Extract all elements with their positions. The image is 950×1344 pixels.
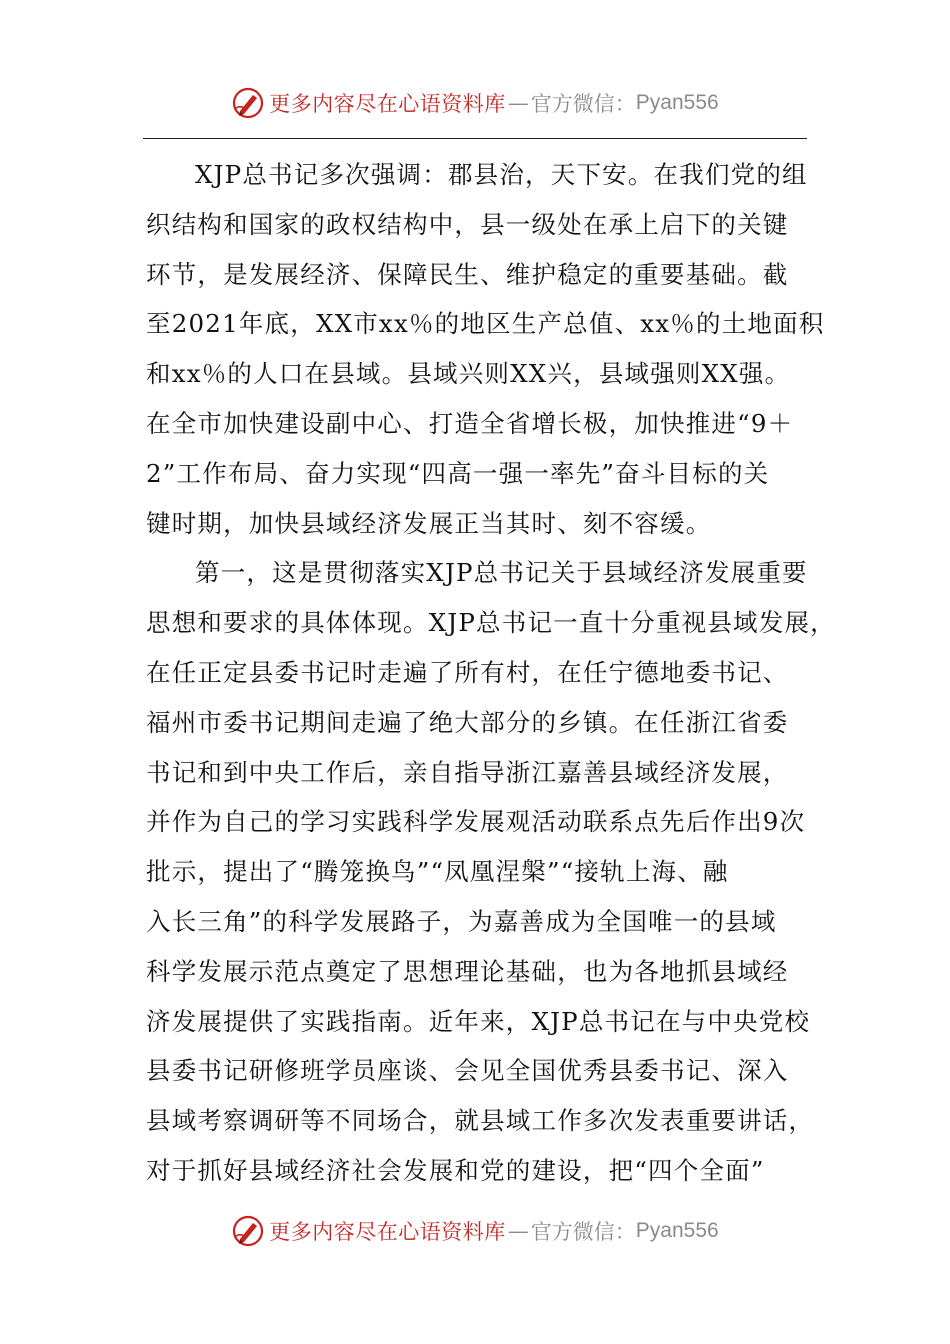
banner-wechat-id: Pyan556 xyxy=(635,1219,719,1242)
banner-dash: — xyxy=(507,91,529,115)
banner-text: 更多内容尽在心语资料库 xyxy=(269,92,506,116)
paragraph-2-line: 第一，这是贯彻落实XJP总书记关于县域经济发展重要 xyxy=(195,558,808,588)
header-rule xyxy=(143,138,807,139)
document-body xyxy=(146,150,836,1196)
paragraph-1-line: 在全市加快建设副中心、打造全省增长极，加快推进“9＋ xyxy=(146,408,794,438)
banner-text: 更多内容尽在心语资料库 xyxy=(269,1220,506,1244)
paragraph-2-line: 思想和要求的具体体现。XJP总书记一直十分重视县域发展， xyxy=(146,608,836,638)
paragraph-2-line: 福州市委书记期间走遍了绝大部分的乡镇。在任浙江省委 xyxy=(146,707,789,737)
footer-banner xyxy=(0,1211,950,1251)
paragraph-1-line: 和xx％的人口在县域。县域兴则XX兴，县域强则XX强。 xyxy=(146,359,791,389)
banner-wechat-id: Pyan556 xyxy=(635,91,719,114)
paragraph-2-line: 在任正定县委书记时走遍了所有村，在任宁德地委书记、 xyxy=(146,657,789,687)
paragraph-2-line: 书记和到中央工作后，亲自指导浙江嘉善县域经济发展， xyxy=(146,757,789,787)
paragraph-2-line: 对于抓好县域经济社会发展和党的建设，把“四个全面” xyxy=(146,1155,765,1185)
paragraph-2-line: 科学发展示范点奠定了思想理论基础，也为各地抓县域经 xyxy=(146,956,789,986)
paragraph-1-line: 2”工作布局、奋力实现“四高一强一率先”奋斗目标的关 xyxy=(146,458,770,488)
paragraph-2-line: 入长三角”的科学发展路子，为嘉善成为全国唯一的县域 xyxy=(146,906,777,936)
paragraph-1-line: 环节，是发展经济、保障民生、维护稳定的重要基础。截 xyxy=(146,259,789,289)
paragraph-1-line: 织结构和国家的政权结构中，县一级处在承上启下的关键 xyxy=(146,209,789,239)
paragraph-2-line: 济发展提供了实践指南。近年来，XJP总书记在与中央党校 xyxy=(146,1006,811,1036)
paragraph-2-line: 县域考察调研等不同场合，就县域工作多次发表重要讲话， xyxy=(146,1106,815,1136)
banner-wechat-label: 官方微信： xyxy=(530,92,636,116)
banner-wechat-label: 官方微信： xyxy=(530,1220,636,1244)
paragraph-2-line: 县委书记研修班学员座谈、会见全国优秀县委书记、深入 xyxy=(146,1056,789,1086)
pen-logo-icon xyxy=(231,86,265,120)
pen-logo-icon xyxy=(231,1214,265,1248)
paragraph-2-line: 批示，提出了“腾笼换鸟”“凤凰涅槃”“接轨上海、融 xyxy=(146,857,729,887)
paragraph-1-line: XJP总书记多次强调：郡县治，天下安。在我们党的组 xyxy=(195,160,808,189)
banner-dash: — xyxy=(507,1219,529,1243)
paragraph-1-line: 键时期，加快县域经济发展正当其时、刻不容缓。 xyxy=(146,508,712,538)
paragraph-1-line: 至2021年底，XX市xx％的地区生产总值、xx％的土地面积 xyxy=(146,309,825,339)
paragraph-2-line: 并作为自己的学习实践科学发展观活动联系点先后作出9次 xyxy=(146,807,806,837)
header-banner xyxy=(0,83,950,123)
